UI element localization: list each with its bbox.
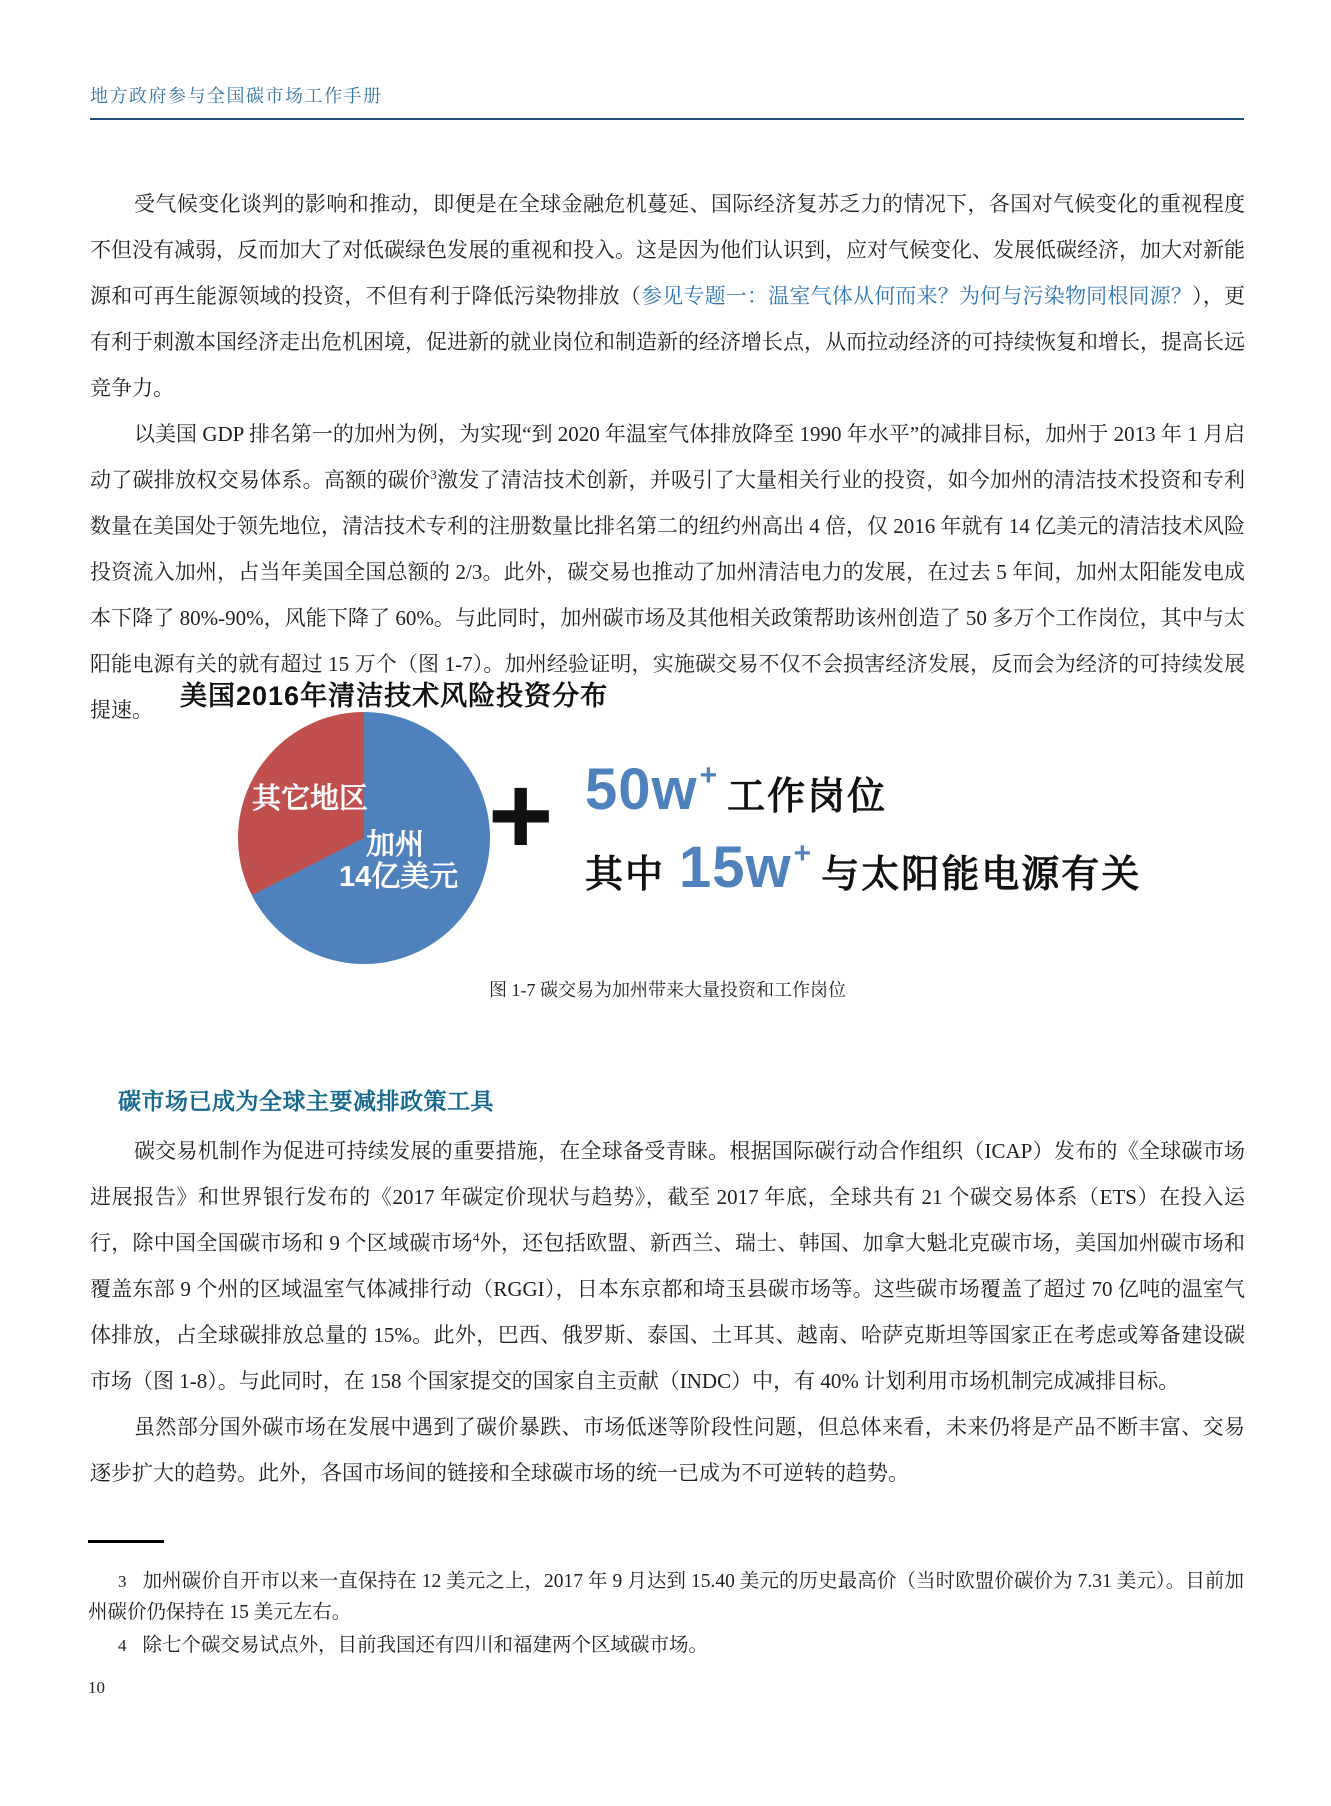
footnote-ref-4: 4 <box>473 1230 480 1245</box>
paragraph-text: 外，还包括欧盟、新西兰、瑞士、韩国、加拿大魁北克碳市场，美国加州碳市场和覆盖东部 9 个州的区域温室气体减排行动（RGGI），日本东京都和埼玉县碳市场等。这些碳市场覆盖了超过 70 亿吨的温室气体排放，占全球碳排放总量的 15%。此外，巴西、俄罗斯、泰国、土耳其、越南、哈萨克斯坦等国家正在考虑或筹备建设碳市场（图 1-8）。与此同时，在 158 个国家提交的国家自主贡献（INDC）中，有 40% 计划利用市场机制完成减排目标。 <box>90 1231 1246 1393</box>
footnote-number: 3 <box>118 1572 127 1591</box>
footnote-3 <box>88 1566 1244 1628</box>
figure-caption: 图 1-7 碳交易为加州带来大量投资和工作岗位 <box>489 980 846 1000</box>
solar-count-value: 15w <box>679 835 792 900</box>
plus-superscript-icon: + <box>793 837 812 870</box>
plus-superscript-icon: + <box>699 759 718 792</box>
body-content-top <box>90 181 1245 733</box>
figure-1-7 <box>90 660 1245 1010</box>
jobs-label: 工作岗位 <box>727 776 888 818</box>
pie-chart <box>238 712 490 964</box>
paragraph-text: 激发了清洁技术创新，并吸引了大量相关行业的投资，如今加州的清洁技术投资和专利数量在美国处于领先地位，清洁技术专利的注册数量比排名第二的纽约州高出 4 倍，仅 2016 年就有 14 亿美元的清洁技术风险投资流入加州，占当年美国全国总额的 2/3。此外，碳交易也推动了加州清洁电力的发展，在过去 5 年间，加州太阳能发电成本下降了 80%-90%，风能下降了 60%。与此同时，加州碳市场及其他相关政策帮助该州创造了 50 多万个工作岗位，其中与太阳能电源有关的就有超过 15 万个（图 1-7）。加州经验证明，实施碳交易不仅不会损害经济发展，反而会为经济的可持续发展提速。 <box>90 468 1245 722</box>
jobs-count-value: 50w <box>585 757 698 822</box>
page-header <box>90 82 1244 120</box>
footnote-4 <box>88 1630 1244 1661</box>
document-title: 地方政府参与全国碳市场工作手册 <box>90 86 383 106</box>
solar-stat-line <box>585 834 1141 912</box>
chart-title: 美国2016年清洁技术风险投资分布 <box>180 681 609 711</box>
section-heading: 碳市场已成为全球主要减排政策工具 <box>118 1088 494 1114</box>
body-content-bottom <box>90 1128 1245 1496</box>
pie-slice-label-other-regions: 其它地区 <box>252 783 369 815</box>
paragraph-text: 碳交易机制作为促进可持续发展的重要措施，在全球备受青睐。根据国际碳行动合作组织（ICAP）发布的《全球碳市场进展报告》和世界银行发布的《2017 年碳定价现状与趋势》，截至 2017 年底，全球共有 21 个碳交易体系（ETS）在投入运行，除中国全国碳市场和 9 个区域碳市场 <box>90 1139 1245 1255</box>
topic-one-link[interactable]: 参见专题一：温室气体从何而来？为何与污染物同根同源？ <box>641 284 1193 308</box>
footnote-number: 4 <box>118 1636 127 1655</box>
footnote-text: 加州碳价自开市以来一直保持在 12 美元之上，2017 年 9 月达到 15.40 美元的历史最高价（当时欧盟价碳价为 7.31 美元）。目前加州碳价仍保持在 15 美元左右。 <box>88 1571 1244 1623</box>
paragraph-text: 受气候变化谈判的影响和推动，即便是在全球金融危机蔓延、国际经济复苏乏力的情况下，各国对气候变化的重视程度不但没有减弱，反而加大了对低碳绿色发展的重视和投入。这是因为他们认识到，应对气候变化、发展低碳经济，加大对新能源和可再生能源领域的投资，不但有利于降低污染物排放（ <box>90 192 1245 308</box>
plus-icon: + <box>488 753 554 878</box>
solar-label: 与太阳能电源有关 <box>821 854 1142 896</box>
paragraph-market-outlook: 虽然部分国外碳市场在发展中遇到了碳价暴跌、市场低迷等阶段性问题，但总体来看，未来仍将是产品不断丰富、交易逐步扩大的趋势。此外，各国市场间的链接和全球碳市场的统一已成为不可逆转的趋势。 <box>90 1415 1245 1485</box>
paragraph-global-ets <box>90 1128 1245 1404</box>
footnotes <box>88 1566 1244 1663</box>
paragraph-text: ），更有利于刺激本国经济走出危机困境，促进新的就业岗位和制造新的经济增长点，从而拉动经济的可持续恢复和增长，提高长远竞争力。 <box>90 284 1246 400</box>
pie-slice-label-california: 加州 <box>366 829 425 861</box>
page-number: 10 <box>88 1678 105 1697</box>
jobs-stat-line <box>585 756 1141 834</box>
figure-statistics <box>585 756 1141 912</box>
paragraph-climate-negotiation <box>90 181 1245 411</box>
pie-slice-value-california: 14亿美元 <box>339 861 459 893</box>
footnote-ref-3: 3 <box>430 467 437 482</box>
solar-prefix: 其中 <box>585 854 666 896</box>
footnote-separator <box>88 1540 164 1543</box>
paragraph-text: 以美国 GDP 排名第一的加州为例，为实现“到 2020 年温室气体排放降至 1990 年水平”的减排目标，加州于 2013 年 1 月启动了碳排放权交易体系。高额的碳价 <box>90 422 1245 492</box>
footnote-text: 除七个碳交易试点外，目前我国还有四川和福建两个区域碳市场。 <box>142 1635 709 1656</box>
